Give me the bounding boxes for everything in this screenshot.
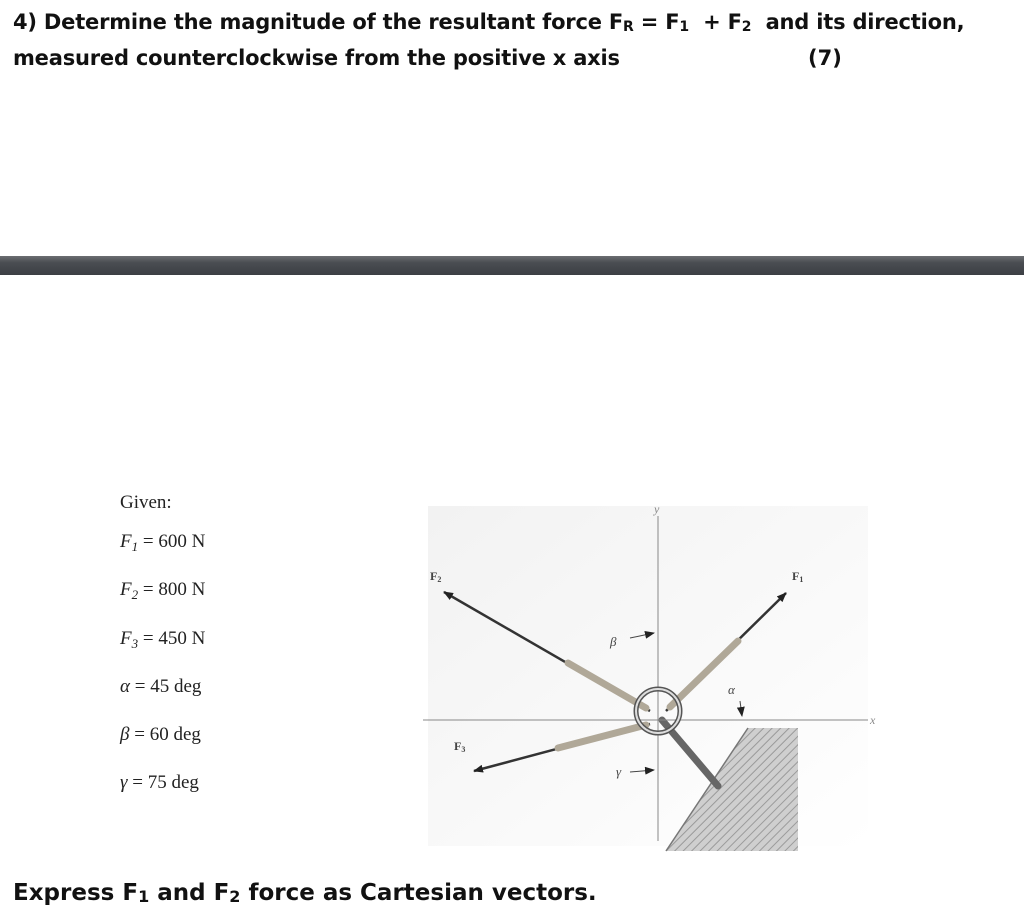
given-f1-symbol: F (120, 531, 132, 552)
given-beta-value: 60 deg (149, 724, 201, 745)
alpha-label: α (728, 682, 735, 697)
given-f3-value: 450 N (158, 628, 206, 649)
subscript-2: 2 (741, 19, 752, 35)
question-marks: (7) (808, 46, 842, 70)
diagram-background (428, 506, 868, 846)
given-beta-symbol: β (120, 724, 130, 745)
beta-label: β (610, 634, 617, 649)
given-beta-eq: = (129, 724, 150, 745)
given-f2 (120, 579, 205, 603)
question-text-d: and its direction, (751, 10, 965, 34)
given-f3-sub: 3 (131, 636, 139, 651)
given-gamma-eq: = (127, 772, 148, 793)
given-f1-value: 600 N (158, 531, 206, 552)
question-line-2: measured counterclockwise from the positive x axis (13, 46, 620, 70)
given-f2-value: 800 N (158, 579, 206, 600)
question-text-c: + F (688, 10, 742, 34)
instruction-text (13, 880, 597, 906)
given-f3-eq: = (138, 628, 159, 649)
instruction-b: and F (149, 880, 230, 906)
given-f3 (120, 628, 205, 652)
given-gamma-symbol: γ (120, 772, 128, 793)
instruction-a: Express F (13, 880, 139, 906)
question-line-1 (13, 10, 964, 35)
given-gamma (120, 772, 199, 794)
given-f1 (120, 531, 205, 555)
given-alpha-symbol: α (120, 676, 130, 697)
subscript-r: R (623, 19, 634, 35)
gamma-label: γ (616, 764, 622, 779)
subscript-1: 1 (679, 19, 689, 35)
given-alpha-eq: = (129, 676, 151, 697)
instruction-sub-2: 2 (229, 887, 241, 906)
f2-label: F2 (430, 569, 442, 584)
x-axis-label: x (870, 713, 876, 727)
given-f3-symbol: F (120, 628, 132, 649)
question-text-a: 4) Determine the magnitude of the resultant force F (13, 10, 624, 34)
question-text-b: = F (633, 10, 680, 34)
given-alpha (120, 676, 201, 698)
instruction-c: force as Cartesian vectors. (240, 880, 597, 906)
given-alpha-value: 45 deg (150, 676, 202, 697)
y-axis-label: y (654, 502, 660, 516)
f1-label: F1 (792, 569, 804, 584)
given-gamma-value: 75 deg (147, 772, 199, 793)
given-beta (120, 724, 201, 746)
f3-label: F3 (454, 739, 466, 754)
given-f2-symbol: F (120, 579, 132, 600)
given-f2-sub: 2 (131, 587, 139, 602)
given-f2-eq: = (138, 579, 159, 600)
given-f1-sub: 1 (131, 539, 139, 554)
force-diagram (418, 496, 882, 856)
section-divider (0, 256, 1024, 275)
given-f1-eq: = (138, 531, 159, 552)
given-heading: Given: (120, 492, 172, 513)
instruction-sub-1: 1 (138, 887, 150, 906)
